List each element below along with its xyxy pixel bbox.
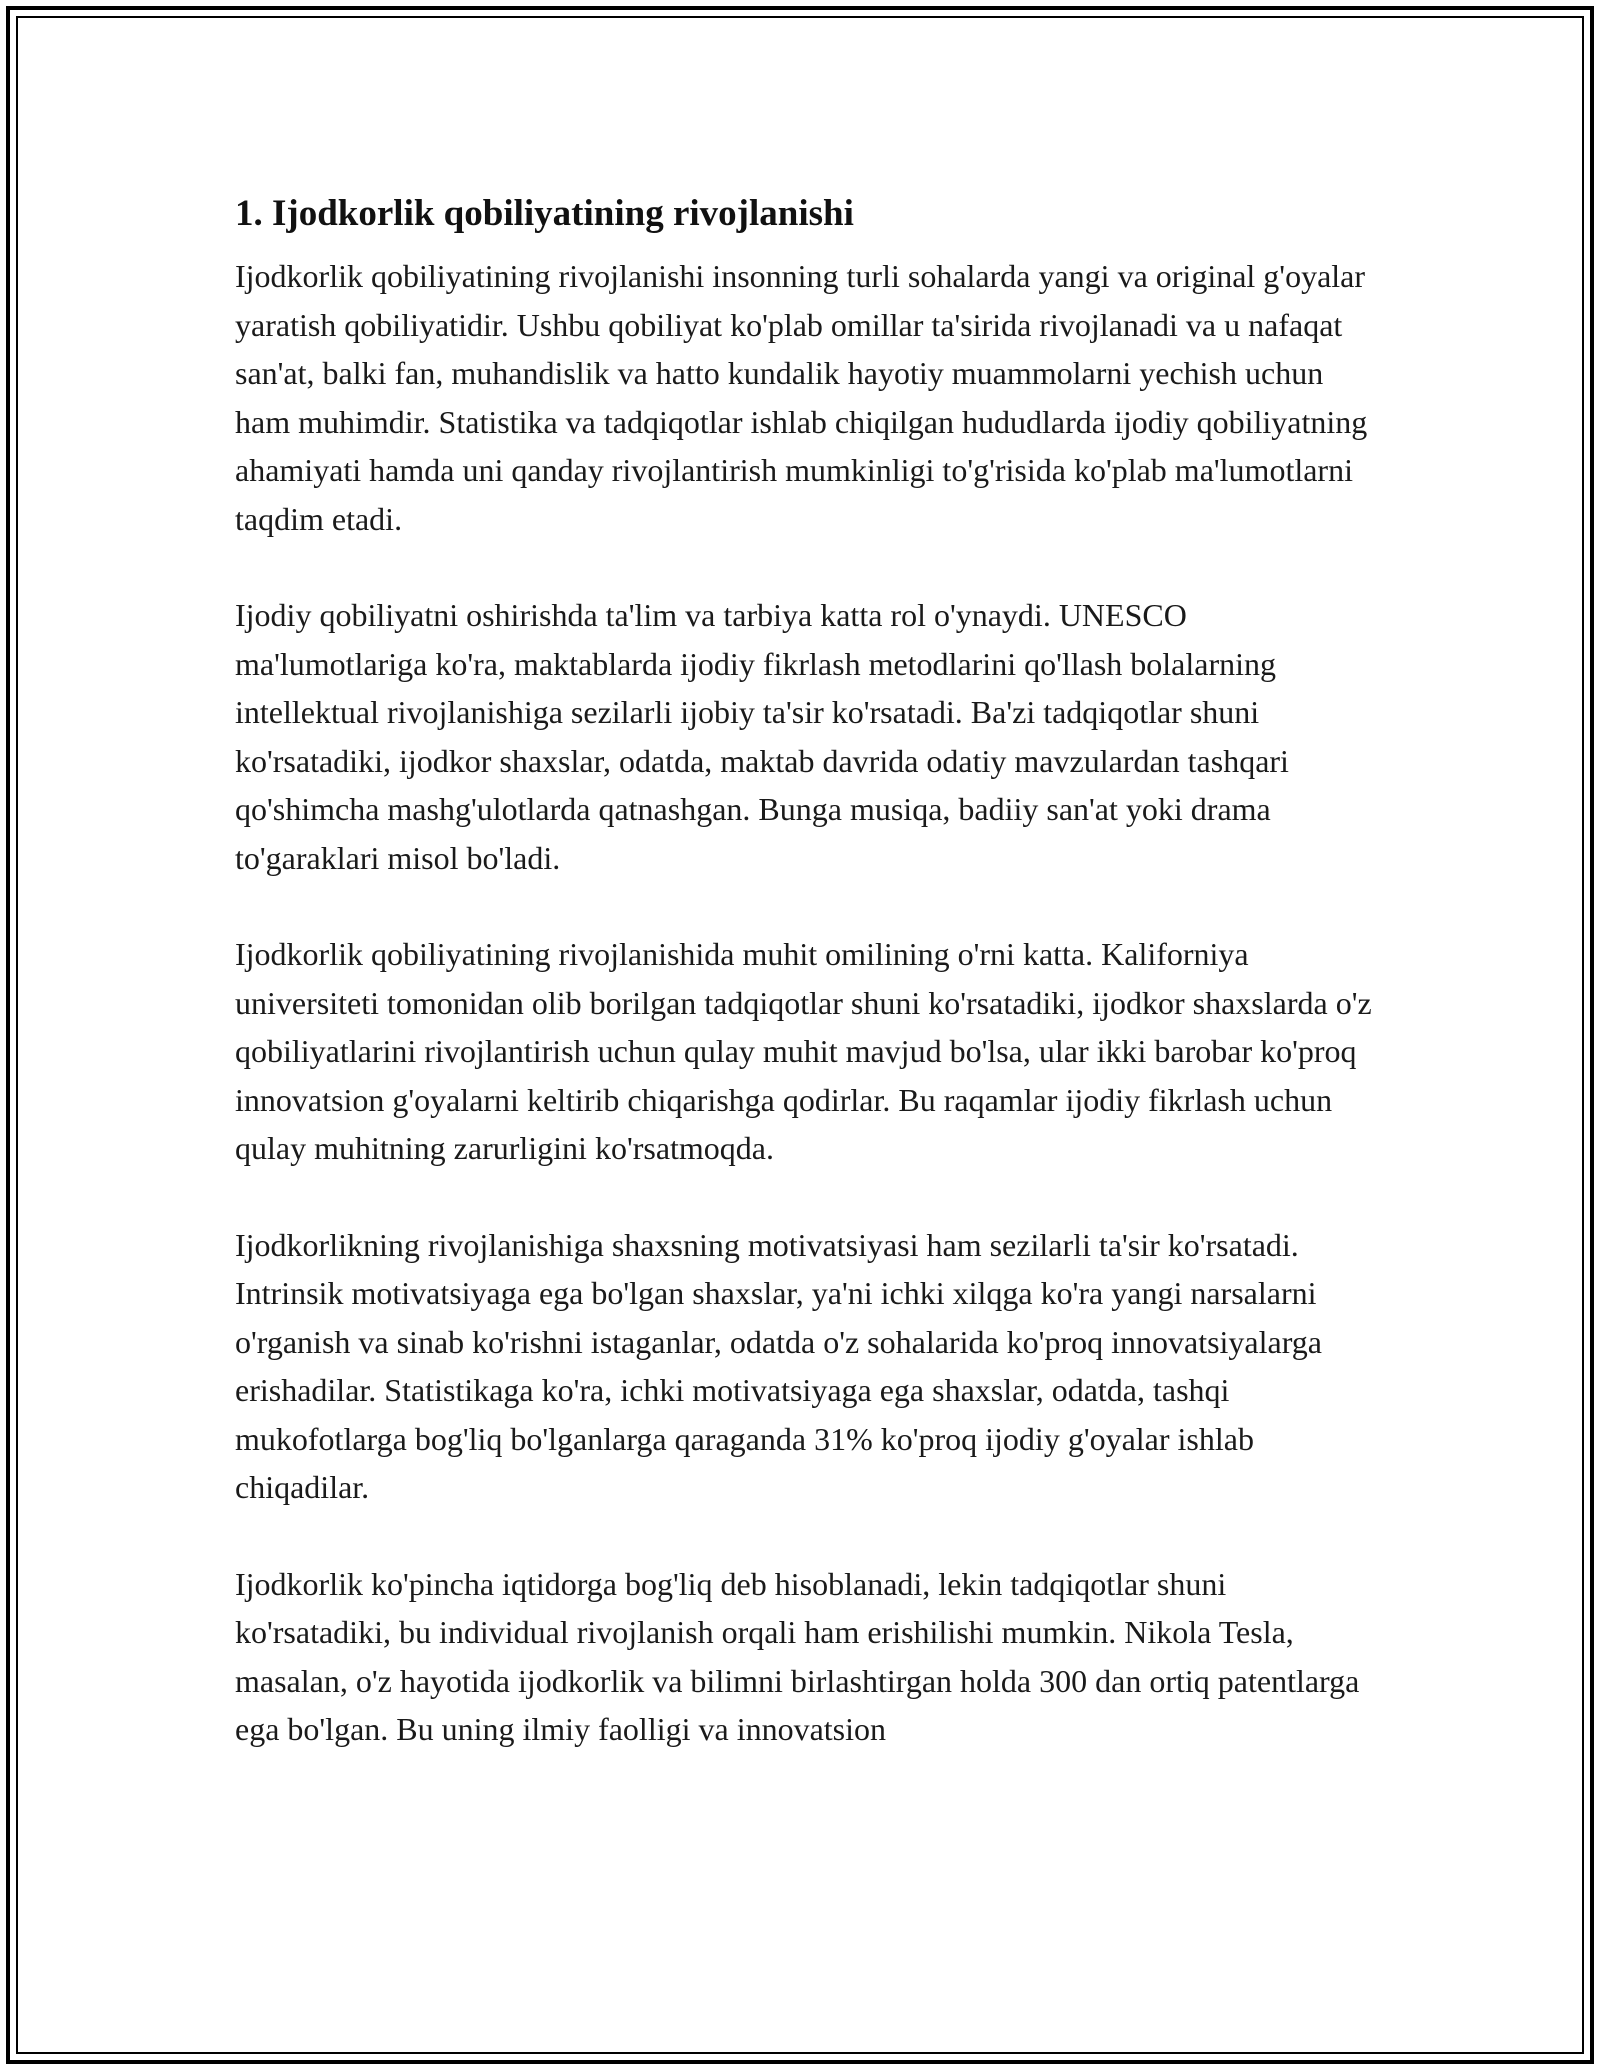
- paragraph-2: Ijodiy qobiliyatni oshirishda ta'lim va tarbiya katta rol o'ynaydi. UNESCO ma'lumotlariga ko'ra, maktablarda ijodiy fikrlash metodlarini qo'llash bolalarning intellektual rivojlanishiga sezilarli ijobiy ta'sir ko'rsatadi. Ba'zi tadqiqotlar shuni ko'rsatadiki, ijodkor shaxslar, odatda, maktab davrida odatiy mavzulardan tashqari qo'shimcha mashg'ulotlarda qatnashgan. Bunga musiqa, badiiy san'at yoki drama to'garaklari misol bo'ladi.: [235, 597, 1289, 876]
- section-heading: 1. Ijodkorlik qobiliyatining rivojlanishi: [235, 193, 854, 234]
- paragraph-3: Ijodkorlik qobiliyatining rivojlanishida muhit omilining o'rni katta. Kaliforniya universiteti tomonidan olib borilgan tadqiqotlar shuni ko'rsatadiki, ijodkor shaxslarda o'z qobiliyatlarini rivojlantirish uchun qulay muhit mavjud bo'lsa, ular ikki barobar ko'proq innovatsion g'oyalarni keltirib chiqarishga qodirlar. Bu raqamlar ijodiy fikrlash uchun qulay muhitning zarurligini ko'rsatmoqda.: [235, 936, 1372, 1166]
- paragraph-5: Ijodkorlik ko'pincha iqtidorga bog'liq deb hisoblanadi, lekin tadqiqotlar shuni ko'rsatadiki, bu individual rivojlanish orqali ham erishilishi mumkin. Nikola Tesla, masalan, o'z hayotida ijodkorlik va bilimni birlashtirgan holda 300 dan ortiq patentlarga ega bo'lgan. Bu uning ilmiy faolligi va innovatsion: [235, 1565, 1360, 1747]
- document-body: [235, 186, 1380, 1802]
- paragraph-4: Ijodkorlikning rivojlanishiga shaxsning motivatsiyasi ham sezilarli ta'sir ko'rsatadi. Intrinsik motivatsiyaga ega bo'lgan shaxslar, ya'ni ichki xilqga ko'ra yangi narsalarni o'rganish va sinab ko'rishni istaganlar, odatda o'z sohalarida ko'proq innovatsiyalarga erishadilar. Statistikaga ko'ra, ichki motivatsiyaga ega shaxslar, odatda, tashqi mukofotlarga bog'liq bo'lganlarga qaraganda 31% ko'proq ijodiy g'oyalar ishlab chiqadilar.: [235, 1226, 1322, 1505]
- paragraph-1: Ijodkorlik qobiliyatining rivojlanishi insonning turli sohalarda yangi va original g'oyalar yaratish qobiliyatidir. Ushbu qobiliyat ko'plab omillar ta'sirida rivojlanadi va u nafaqat san'at, balki fan, muhandislik va hatto kundalik hayotiy muammolarni yechish uchun ham muhimdir. Statistika va tadqiqotlar ishlab chiqilgan hududlarda ijodiy qobiliyatning ahamiyati hamda uni qanday rivojlantirish mumkinligi to'g'risida ko'plab ma'lumotlarni taqdim etadi.: [235, 258, 1368, 537]
